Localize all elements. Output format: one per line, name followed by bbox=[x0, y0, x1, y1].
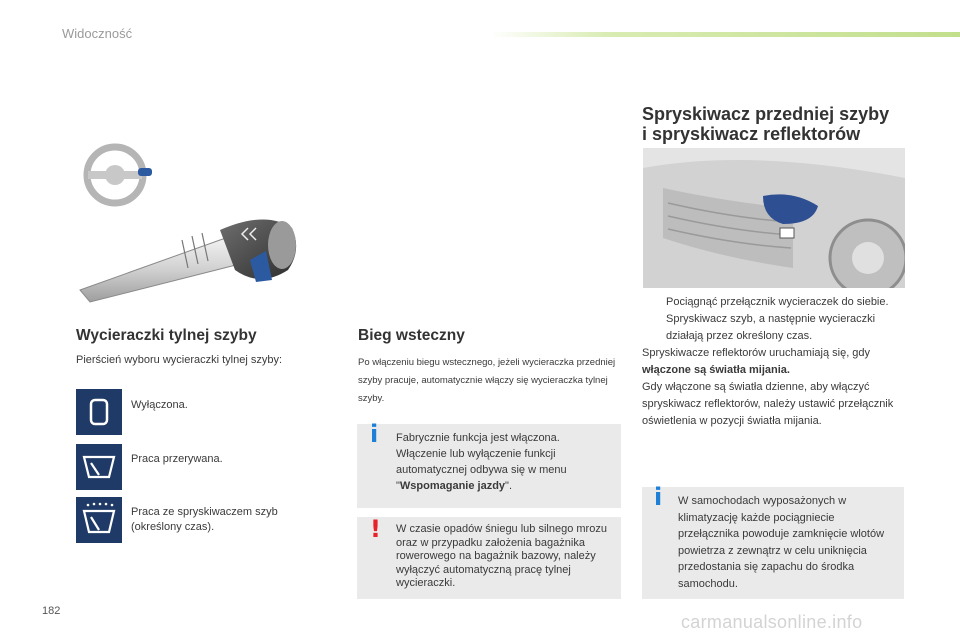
page-number: 182 bbox=[42, 605, 61, 617]
mode-off-tile bbox=[76, 389, 122, 435]
steering-wheel-thumbnail bbox=[87, 147, 152, 203]
front-washer-instruction: Pociągnąć przełącznik wycieraczek do siebie. Spryskiwacz szyb, a następnie wycieraczki działają przez określony czas. bbox=[666, 296, 889, 342]
front-washer-heading-line2: i spryskiwacz reflektorów bbox=[642, 124, 861, 144]
info-icon: i bbox=[370, 420, 379, 448]
rear-wiper-heading: Wycieraczki tylnej szyby bbox=[76, 327, 257, 344]
mode-wash-label: Praca ze spryskiwaczem szyb (określony czas). bbox=[131, 506, 278, 533]
air-intake-info-box bbox=[642, 483, 904, 599]
front-washer-text bbox=[642, 294, 907, 430]
menu-name: Wspomaganie jazdy bbox=[399, 480, 506, 492]
mode-wash-tile bbox=[76, 497, 122, 543]
watermark: carmanualsonline.info bbox=[681, 612, 863, 632]
bullet-marker bbox=[642, 294, 666, 345]
intermittent-wipe-icon bbox=[81, 451, 117, 483]
snow-warning-box bbox=[357, 517, 621, 599]
off-icon bbox=[83, 396, 115, 428]
headlamp-washer-bold: włączone są światła mijania. bbox=[642, 364, 790, 376]
mode-intermittent-tile bbox=[76, 444, 122, 490]
header-accent-bar bbox=[490, 32, 960, 37]
warning-icon: ! bbox=[370, 515, 381, 543]
rear-wiper-intro: Pierścień wyboru wycieraczki tylnej szyby: bbox=[76, 354, 283, 366]
daylight-para: Gdy włączone są światła dzienne, aby włączyć spryskiwacz reflektorów, należy ustawić przełącznik oświetlenia w pozycji światła mijania. bbox=[642, 381, 894, 427]
wiper-stalk-illustration bbox=[70, 140, 315, 305]
wash-wipe-icon bbox=[80, 502, 118, 538]
reverse-gear-heading: Bieg wsteczny bbox=[358, 327, 465, 344]
reverse-gear-text: Po włączeniu biegu wstecznego, jeżeli wycieraczka przedniej szyby pracuje, automatycznie włączy się wycieraczka tylnej szyby. bbox=[358, 357, 616, 404]
info-icon: i bbox=[654, 483, 663, 511]
factory-setting-info-box bbox=[357, 420, 621, 508]
warning-text: W czasie opadów śniegu lub silnego mrozu oraz w przypadku założenia bagażnika rowerowego na bagażnik bazowy, należy wyłączyć automatyczną pracę tylnej wycieraczki. bbox=[396, 523, 607, 589]
mode-off-label: Wyłączona. bbox=[131, 399, 188, 411]
headlamp-washer-para bbox=[642, 345, 907, 379]
front-washer-heading-line1: Spryskiwacz przedniej szyby bbox=[642, 104, 890, 124]
info-text-end: ". bbox=[505, 480, 513, 492]
info-text-start: Fabrycznie funkcja jest włączona. Włączenie lub wyłączenie funkcji automatycznej odbywa się w menu " bbox=[396, 432, 567, 492]
mode-intermittent-label: Praca przerywana. bbox=[131, 453, 223, 465]
front-washer-heading bbox=[642, 104, 922, 144]
air-intake-text: W samochodach wyposażonych w klimatyzację każde pociągniecie przełącznika powoduje zamknięcie wlotów powietrza z zewnątrz w celu uniknięcia przedostania się zapachu do środka samochodu. bbox=[678, 495, 885, 590]
car-front-illustration bbox=[643, 148, 905, 288]
section-title: Widoczność bbox=[62, 26, 133, 41]
headlamp-washer-text: Spryskiwacze reflektorów uruchamiają się, gdy bbox=[642, 347, 871, 359]
